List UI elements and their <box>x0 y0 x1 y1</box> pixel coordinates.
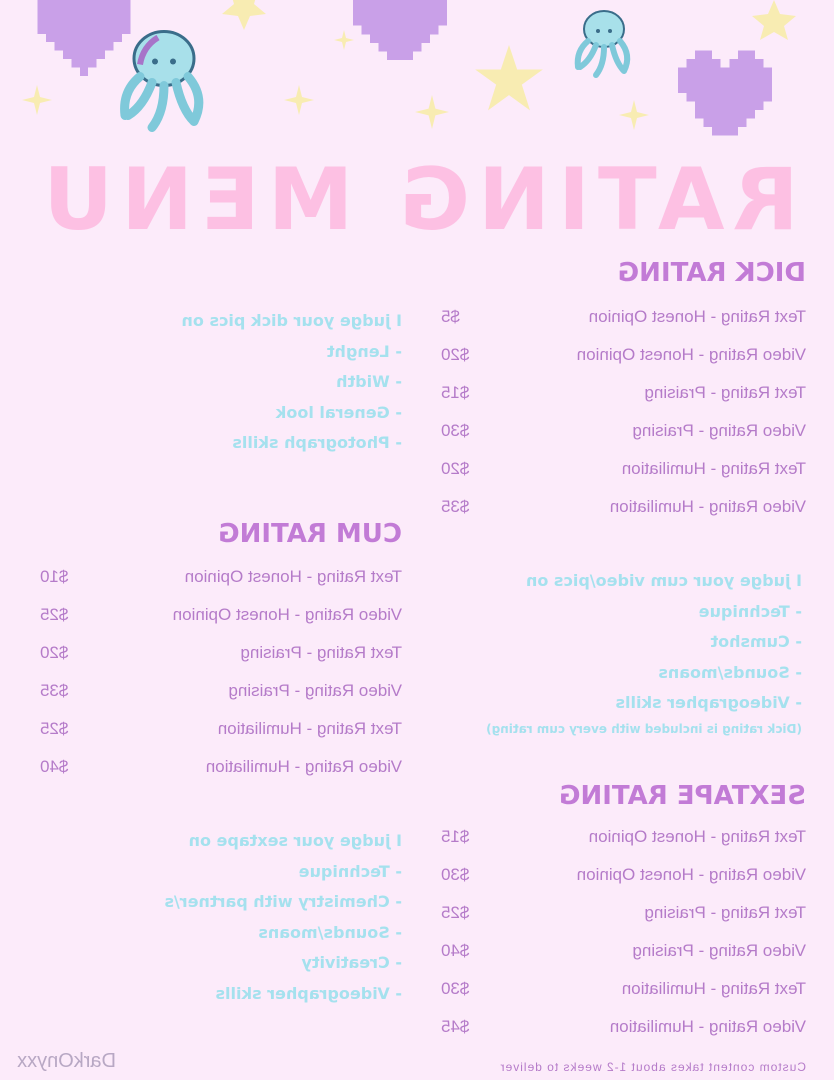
item-price: $40 <box>40 757 69 776</box>
list-item <box>40 710 402 748</box>
item-price: $30 <box>441 979 470 998</box>
sparkle-icon <box>284 85 314 115</box>
list-item <box>441 336 806 374</box>
item-label: Video Rating - Humiliation <box>609 1017 806 1036</box>
item-label: Text Rating - Humiliation <box>621 459 806 478</box>
note-line: - Cumshot <box>710 632 802 651</box>
item-price: $40 <box>441 941 470 960</box>
list-item <box>40 748 402 786</box>
list-item <box>441 894 806 932</box>
note-line: - Photograph skills <box>232 433 402 452</box>
item-price: $30 <box>441 421 470 440</box>
note-line: - Technique <box>698 601 802 621</box>
item-label: Video Rating - Praising <box>632 941 806 960</box>
list-item <box>441 856 806 894</box>
item-price: $25 <box>40 605 69 624</box>
list-item <box>441 488 806 526</box>
item-label: Text Rating - Honest Opinion <box>588 307 806 326</box>
dick-rating-notes <box>181 306 402 459</box>
sextape-rating-price-list <box>441 818 806 1046</box>
sparkle-icon <box>415 95 449 129</box>
list-item <box>40 558 402 596</box>
note-line: - Videographer skills <box>215 983 402 1003</box>
pixel-heart-icon <box>353 0 447 60</box>
note-line: - General look <box>275 402 402 422</box>
dick-rating-price-list <box>441 298 806 526</box>
list-item <box>441 1008 806 1046</box>
note-subtext: (Dick rating is included with every cum rating) <box>486 721 802 736</box>
cum-rating-price-list <box>40 558 402 786</box>
star-icon <box>214 0 274 30</box>
item-price: $20 <box>441 459 470 478</box>
note-line: - Technique <box>298 861 402 881</box>
cum-rating-heading: CUM RATING <box>218 519 402 549</box>
list-item <box>441 412 806 450</box>
note-line: I judge your dick pics on <box>181 311 402 330</box>
note-line: - Lenght <box>326 341 402 361</box>
item-price: $30 <box>441 865 470 884</box>
item-price: $25 <box>40 719 69 738</box>
note-line: - Chemistry with partner/s <box>164 892 402 911</box>
item-label: Video Rating - Honest Opinion <box>576 865 806 884</box>
signature: DarkOnyxx <box>17 1050 116 1072</box>
list-item <box>40 634 402 672</box>
item-label: Text Rating - Praising <box>240 643 402 662</box>
note-line: - Sounds/moans <box>258 922 402 942</box>
item-price: $15 <box>441 383 470 402</box>
list-item <box>40 596 402 634</box>
list-item <box>441 450 806 488</box>
octopus-icon <box>564 5 644 85</box>
item-label: Video Rating - Humiliation <box>609 497 806 516</box>
note-line: I judge your cum video/pics on <box>525 571 802 590</box>
item-price: $20 <box>40 643 69 662</box>
item-price: $25 <box>441 903 470 922</box>
note-line: - Videographer skills <box>615 693 802 712</box>
item-label: Video Rating - Humiliation <box>205 757 402 776</box>
list-item <box>441 374 806 412</box>
item-label: Text Rating - Honest Opinion <box>588 827 806 846</box>
octopus-icon <box>104 20 224 145</box>
list-item <box>441 298 806 336</box>
sextape-rating-heading: SEXTAPE RATING <box>559 781 806 811</box>
item-label: Text Rating - Praising <box>644 903 806 922</box>
list-item <box>441 818 806 856</box>
sparkle-icon <box>619 100 649 130</box>
note-line: - Width <box>336 372 402 391</box>
sextape-rating-notes <box>164 826 402 1009</box>
item-price: $10 <box>40 567 69 586</box>
dick-rating-heading: DICK RATING <box>617 258 806 288</box>
pixel-heart-icon <box>678 50 772 136</box>
sparkle-icon <box>334 30 354 50</box>
item-price: $5 <box>441 307 460 326</box>
sparkle-icon <box>22 85 52 115</box>
item-label: Video Rating - Praising <box>632 421 806 440</box>
list-item <box>40 672 402 710</box>
item-price: $15 <box>441 827 470 846</box>
item-label: Video Rating - Praising <box>228 681 402 700</box>
item-price: $35 <box>441 497 470 516</box>
list-item <box>441 970 806 1008</box>
note-line: - Sounds/moans <box>658 662 802 682</box>
list-item <box>441 932 806 970</box>
item-label: Video Rating - Honest Opinion <box>172 605 402 624</box>
cum-rating-notes <box>486 566 802 739</box>
note-line: I judge your sextape on <box>188 831 402 850</box>
delivery-note: Custom content takes about 1-2 weeks to deliver <box>499 1060 806 1074</box>
item-price: $45 <box>441 1017 470 1036</box>
page-title: RATING MENU <box>35 150 799 250</box>
item-price: $35 <box>40 681 69 700</box>
star-icon <box>474 45 544 115</box>
note-line: - Creativity <box>301 953 402 972</box>
item-label: Text Rating - Praising <box>644 383 806 402</box>
item-label: Video Rating - Honest Opinion <box>576 345 806 364</box>
item-label: Text Rating - Honest Opinion <box>184 567 402 586</box>
item-price: $20 <box>441 345 470 364</box>
item-label: Text Rating - Humiliation <box>217 719 402 738</box>
item-label: Text Rating - Humiliation <box>621 979 806 998</box>
star-icon <box>744 0 804 40</box>
